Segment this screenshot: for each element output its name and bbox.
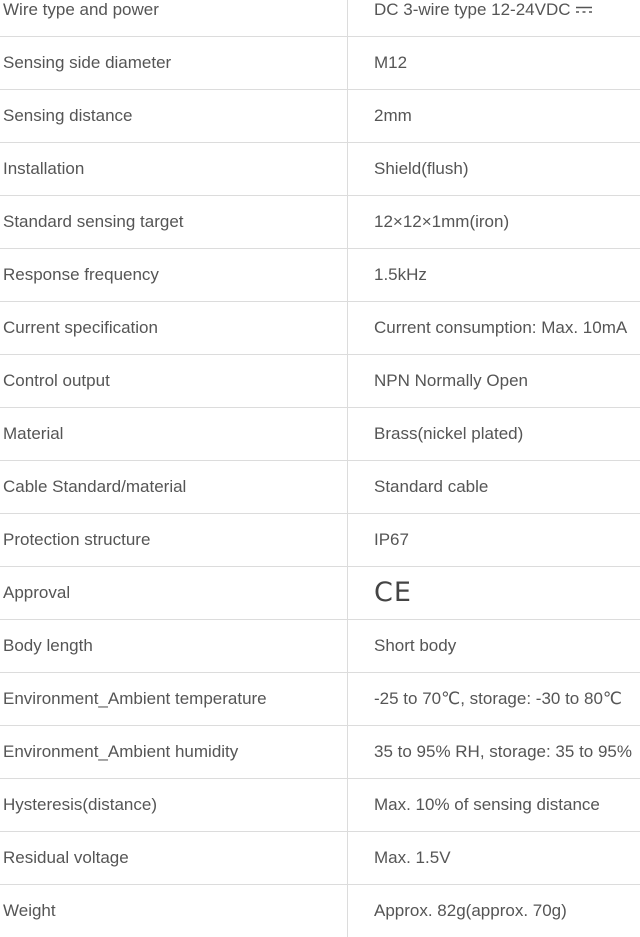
spec-value: 12×12×1mm(iron) <box>348 196 640 249</box>
spec-label: Material <box>0 408 348 461</box>
table-row <box>0 408 640 461</box>
table-row <box>0 355 640 408</box>
table-row <box>0 37 640 90</box>
spec-value: IP67 <box>348 514 640 567</box>
ce-mark-icon: CE <box>374 577 412 608</box>
spec-value: Max. 1.5V <box>348 832 640 885</box>
spec-label: Hysteresis(distance) <box>0 779 348 832</box>
spec-value: Short body <box>348 620 640 673</box>
table-row <box>0 302 640 355</box>
table-row <box>0 726 640 779</box>
spec-value: Standard cable <box>348 461 640 514</box>
spec-label: Installation <box>0 143 348 196</box>
table-row <box>0 249 640 302</box>
spec-value: Max. 10% of sensing distance <box>348 779 640 832</box>
table-row <box>0 461 640 514</box>
table-row <box>0 779 640 832</box>
spec-value: Shield(flush) <box>348 143 640 196</box>
dc-symbol-icon <box>576 0 592 19</box>
spec-value-cell <box>348 0 640 37</box>
spec-value: DC 3-wire type 12-24VDC <box>374 0 571 19</box>
table-row <box>0 90 640 143</box>
spec-label: Standard sensing target <box>0 196 348 249</box>
spec-label: Sensing distance <box>0 90 348 143</box>
spec-label: Environment_Ambient humidity <box>0 726 348 779</box>
table-row <box>0 885 640 937</box>
spec-label: Response frequency <box>0 249 348 302</box>
spec-value: Approx. 82g(approx. 70g) <box>348 885 640 937</box>
table-row <box>0 143 640 196</box>
table-row <box>0 673 640 726</box>
spec-label: Residual voltage <box>0 832 348 885</box>
spec-label: Weight <box>0 885 348 937</box>
table-row <box>0 567 640 620</box>
spec-label: Approval <box>0 567 348 620</box>
spec-value: 2mm <box>348 90 640 143</box>
spec-label: Control output <box>0 355 348 408</box>
spec-value: Current consumption: Max. 10mA <box>348 302 640 355</box>
spec-value: -25 to 70℃, storage: -30 to 80℃ <box>348 673 640 726</box>
spec-value-cell <box>348 567 640 620</box>
spec-label: Current specification <box>0 302 348 355</box>
table-row <box>0 514 640 567</box>
spec-label: Wire type and power <box>0 0 348 37</box>
spec-label: Environment_Ambient temperature <box>0 673 348 726</box>
spec-value: M12 <box>348 37 640 90</box>
table-row <box>0 196 640 249</box>
spec-value: 1.5kHz <box>348 249 640 302</box>
spec-value: NPN Normally Open <box>348 355 640 408</box>
table-row <box>0 832 640 885</box>
spec-label: Sensing side diameter <box>0 37 348 90</box>
table-row <box>0 0 640 37</box>
spec-value: 35 to 95% RH, storage: 35 to 95% <box>348 726 640 779</box>
spec-label: Protection structure <box>0 514 348 567</box>
spec-value: Brass(nickel plated) <box>348 408 640 461</box>
spec-label: Body length <box>0 620 348 673</box>
table-row <box>0 620 640 673</box>
spec-label: Cable Standard/material <box>0 461 348 514</box>
